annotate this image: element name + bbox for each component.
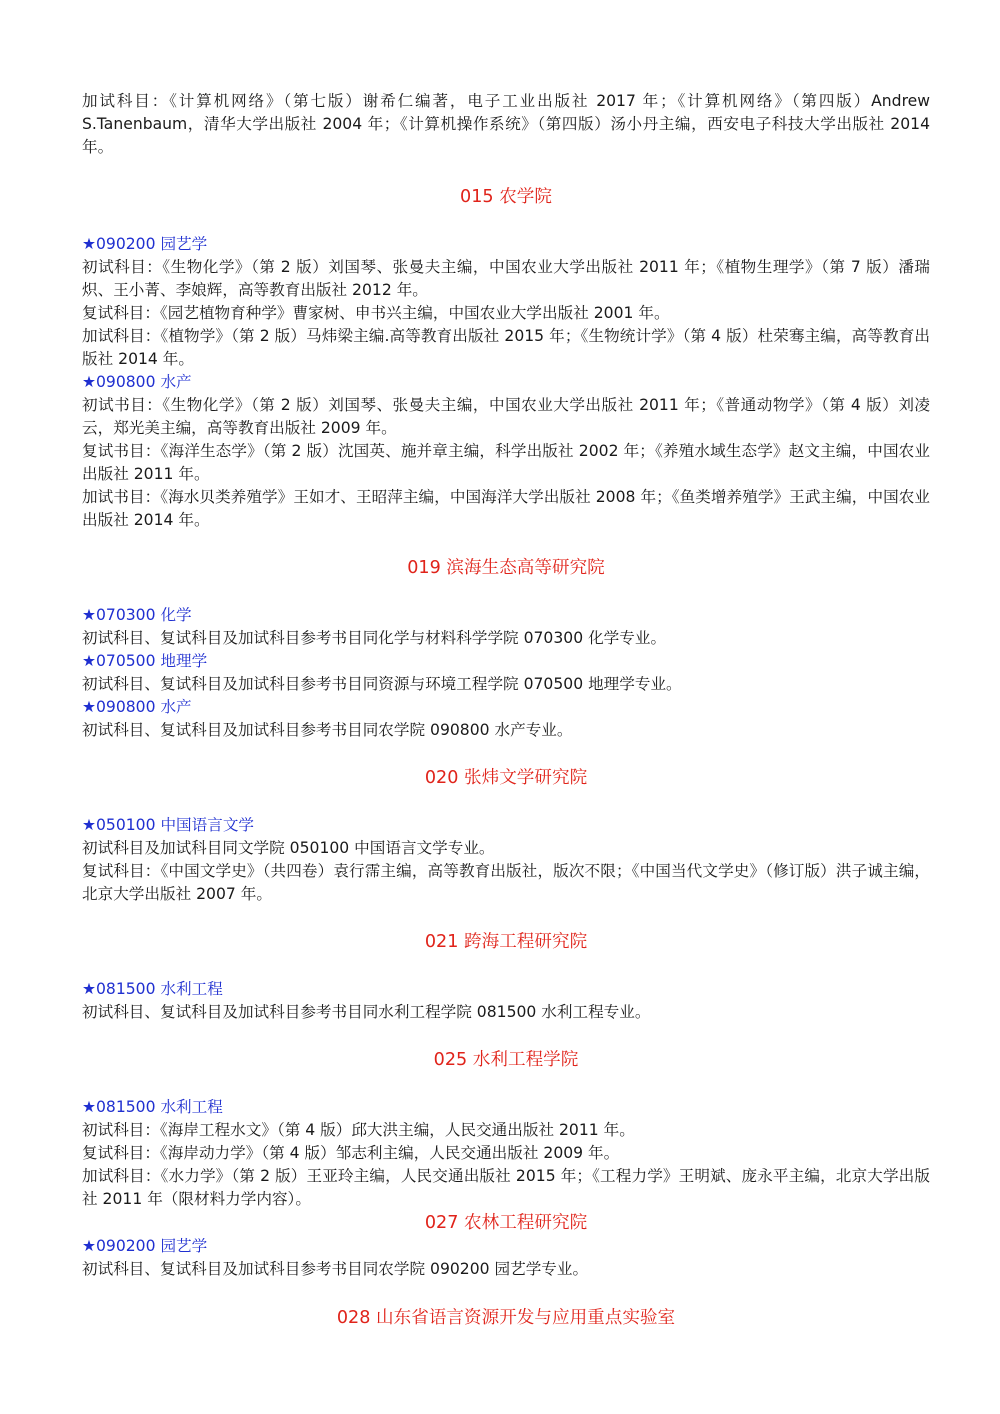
paragraph: 初试科目、复试科目及加试科目参考书目同水利工程学院 081500 水利工程专业。 bbox=[82, 1003, 651, 1021]
paragraph: 复试书目：《海洋生态学》（第 2 版）沈国英、施并章主编，科学出版社 2002 年；《养殖水域生态学》赵文主编，中国农业出版社 2011 年。 bbox=[82, 442, 930, 483]
section-title: 027 农林工程研究院 bbox=[424, 1213, 588, 1233]
major-heading: ★081500 水利工程 bbox=[82, 1098, 223, 1116]
major-heading: ★090800 水产 bbox=[82, 373, 192, 391]
section-title: 025 水利工程学院 bbox=[433, 1050, 579, 1070]
major-heading: ★070300 化学 bbox=[82, 606, 192, 624]
paragraph: 加试科目：《植物学》（第 2 版）马炜梁主编.高等教育出版社 2015 年；《生物统计学》（第 4 版）杜荣骞主编，高等教育出版社 2014 年。 bbox=[82, 327, 930, 368]
paragraph: 初试科目、复试科目及加试科目参考书目同农学院 090200 园艺学专业。 bbox=[82, 1260, 589, 1278]
major-heading: ★090800 水产 bbox=[82, 698, 192, 716]
paragraph: 初试书目：《生物化学》（第 2 版）刘国琴、张曼夫主编，中国农业大学出版社 2011 年；《普通动物学》（第 4 版）刘凌云，郑光美主编，高等教育出版社 2009 年。 bbox=[82, 396, 930, 437]
section-title: 021 跨海工程研究院 bbox=[424, 932, 588, 952]
major-heading: ★090200 园艺学 bbox=[82, 235, 208, 253]
section-title: 020 张炜文学研究院 bbox=[424, 768, 588, 788]
paragraph: 初试科目、复试科目及加试科目参考书目同资源与环境工程学院 070500 地理学专业。 bbox=[82, 675, 682, 693]
section-title: 015 农学院 bbox=[460, 187, 552, 207]
paragraph: 复试科目：《海岸动力学》（第 4 版）邹志利主编，人民交通出版社 2009 年。 bbox=[82, 1144, 620, 1162]
major-heading: ★090200 园艺学 bbox=[82, 1237, 208, 1255]
document-page bbox=[82, 90, 930, 1330]
paragraph: 复试科目：《中国文学史》（共四卷）袁行霈主编，高等教育出版社，版次不限；《中国当代文学史》（修订版）洪子诚主编，北京大学出版社 2007 年。 bbox=[82, 862, 930, 903]
paragraph: 初试科目：《生物化学》（第 2 版）刘国琴、张曼夫主编，中国农业大学出版社 2011 年；《植物生理学》（第 7 版）潘瑞炽、王小菁、李娘辉，高等教育出版社 2012 年。 bbox=[82, 258, 930, 299]
paragraph: 加试书目：《海水贝类养殖学》王如才、王昭萍主编，中国海洋大学出版社 2008 年；《鱼类增养殖学》王武主编，中国农业出版社 2014 年。 bbox=[82, 488, 930, 529]
major-heading: ★070500 地理学 bbox=[82, 652, 208, 670]
paragraph: 初试科目及加试科目同文学院 050100 中国语言文学专业。 bbox=[82, 839, 495, 857]
section-title: 019 滨海生态高等研究院 bbox=[407, 558, 605, 578]
paragraph: 加试科目：《水力学》（第 2 版）王亚玲主编，人民交通出版社 2015 年；《工程力学》王明斌、庞永平主编，北京大学出版社 2011 年（限材料力学内容）。 bbox=[82, 1167, 930, 1208]
section-title: 028 山东省语言资源开发与应用重点实验室 bbox=[336, 1308, 676, 1328]
intro-paragraph: 加试科目：《计算机网络》（第七版）谢希仁编著，电子工业出版社 2017 年；《计算机网络》（第四版）Andrew S.Tanenbaum，清华大学出版社 2004 年；《计算机操作系统》（第四版）汤小丹主编，西安电子科技大学出版社 2014 年。 bbox=[82, 92, 930, 156]
major-heading: ★081500 水利工程 bbox=[82, 980, 223, 998]
paragraph: 初试科目、复试科目及加试科目参考书目同化学与材料科学学院 070300 化学专业。 bbox=[82, 629, 667, 647]
paragraph: 初试科目、复试科目及加试科目参考书目同农学院 090800 水产专业。 bbox=[82, 721, 573, 739]
paragraph: 复试科目：《园艺植物育种学》曹家树、申书兴主编，中国农业大学出版社 2001 年。 bbox=[82, 304, 670, 322]
paragraph: 初试科目：《海岸工程水文》（第 4 版）邱大洪主编，人民交通出版社 2011 年。 bbox=[82, 1121, 635, 1139]
major-heading: ★050100 中国语言文学 bbox=[82, 816, 255, 834]
